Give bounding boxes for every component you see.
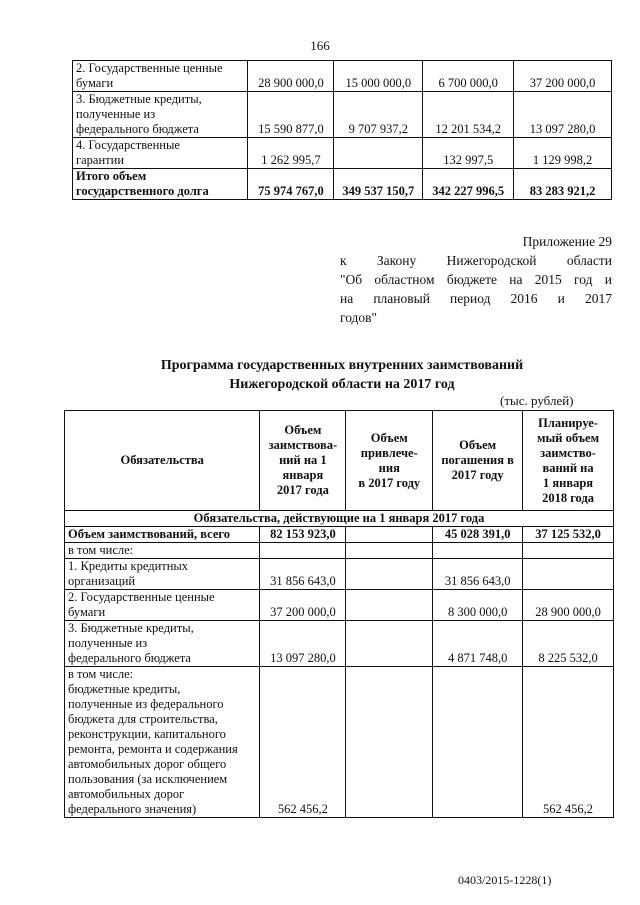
text-line: 2. Государственные ценные bbox=[68, 590, 215, 604]
text-line: ния bbox=[378, 460, 400, 475]
text-line: привлече- bbox=[360, 445, 418, 460]
table-row bbox=[73, 61, 612, 92]
appendix-law-title-line1: "Об областном бюджете на 2015 год и bbox=[340, 272, 612, 287]
row-value bbox=[433, 543, 523, 559]
row-value: 82 153 923,0 bbox=[260, 527, 346, 543]
text-line: полученные из федерального bbox=[68, 697, 224, 711]
text-line: Итого объем bbox=[76, 169, 147, 183]
unit-note: (тыс. рублей) bbox=[500, 393, 574, 408]
text-line: 4. Государственные bbox=[76, 138, 180, 152]
table-row bbox=[65, 621, 614, 667]
row-value: 1 262 995,7 bbox=[248, 138, 334, 169]
row-value bbox=[346, 621, 433, 667]
row-value: 8 300 000,0 bbox=[433, 590, 523, 621]
document-title-line2: Нижегородской области на 2017 год bbox=[229, 377, 455, 392]
row-value bbox=[334, 138, 423, 169]
borrowing-program-table bbox=[64, 410, 614, 818]
row-value: 37 200 000,0 bbox=[514, 61, 612, 92]
row-label bbox=[65, 667, 260, 818]
row-label bbox=[73, 138, 248, 169]
row-label bbox=[73, 61, 248, 92]
text-line: автомобильных дорог общего bbox=[68, 757, 227, 771]
text-line: в том числе: bbox=[68, 543, 134, 557]
row-label bbox=[65, 621, 260, 667]
text-line: Объем bbox=[284, 423, 322, 437]
header-attraction bbox=[346, 411, 433, 511]
text-line: 1 января bbox=[543, 475, 594, 490]
row-value bbox=[433, 667, 523, 818]
table-row bbox=[65, 543, 614, 559]
document-code: 0403/2015-1228(1) bbox=[458, 873, 552, 887]
header-planned-volume bbox=[523, 411, 614, 511]
row-value bbox=[346, 559, 433, 590]
row-value: 1 129 998,2 bbox=[514, 138, 612, 169]
text-line: 2018 года bbox=[542, 490, 595, 505]
text-line: Планируе- bbox=[538, 415, 598, 430]
text-line: реконструкции, капитального bbox=[68, 727, 226, 741]
text-line: гарантии bbox=[76, 153, 125, 167]
text-line: автомобильных дорог bbox=[68, 787, 185, 801]
text-line: Объем заимствований, всего bbox=[68, 527, 231, 541]
row-value: 4 871 748,0 bbox=[433, 621, 523, 667]
row-value: 75 974 767,0 bbox=[248, 169, 334, 200]
table-row bbox=[73, 138, 612, 169]
appendix-law-line: к Закону Нижегородской области bbox=[340, 253, 612, 268]
text-line: 2. Государственные ценные bbox=[76, 61, 223, 75]
row-value: 562 456,2 bbox=[523, 667, 614, 818]
text-line: федерального значения) bbox=[68, 802, 197, 816]
text-line: пользования (за исключением bbox=[68, 772, 228, 786]
text-line: заимствова- bbox=[268, 438, 338, 452]
text-line: государственного долга bbox=[76, 184, 209, 198]
row-value bbox=[523, 559, 614, 590]
table-row bbox=[73, 169, 612, 200]
row-value: 342 227 996,5 bbox=[423, 169, 514, 200]
text-line: федерального бюджета bbox=[68, 651, 191, 665]
appendix-law-title-line3: годов" bbox=[340, 310, 378, 325]
row-label bbox=[73, 169, 248, 200]
text-line: бюджетные кредиты, bbox=[68, 682, 181, 696]
row-value: 132 997,5 bbox=[423, 138, 514, 169]
text-line: полученные из bbox=[68, 636, 148, 650]
text-line: 2017 года bbox=[276, 483, 329, 497]
header-volume-start bbox=[260, 411, 346, 511]
page-number: 166 bbox=[310, 38, 330, 53]
row-value: 83 283 921,2 bbox=[514, 169, 612, 200]
text-line: бюджета для строительства, bbox=[68, 712, 218, 726]
row-value: 15 590 877,0 bbox=[248, 92, 334, 138]
row-value: 31 856 643,0 bbox=[433, 559, 523, 590]
row-value: 9 707 937,2 bbox=[334, 92, 423, 138]
table-row bbox=[65, 667, 614, 818]
text-line: ний на 1 bbox=[279, 453, 327, 467]
section-row bbox=[65, 511, 614, 527]
row-value bbox=[523, 543, 614, 559]
text-line: бумаги bbox=[68, 605, 106, 619]
row-value: 37 125 532,0 bbox=[523, 527, 614, 543]
row-value: 562 456,2 bbox=[260, 667, 346, 818]
text-line: организаций bbox=[68, 574, 136, 588]
header-row bbox=[65, 411, 614, 511]
header-repayment bbox=[433, 411, 523, 511]
row-value: 13 097 280,0 bbox=[260, 621, 346, 667]
row-value bbox=[346, 590, 433, 621]
text-line: заимство- bbox=[540, 445, 596, 460]
debt-summary-table bbox=[72, 60, 612, 200]
row-value: 28 900 000,0 bbox=[248, 61, 334, 92]
text-line: 3. Бюджетные кредиты, bbox=[76, 92, 202, 106]
text-line: мый объем bbox=[536, 430, 600, 445]
text-line: полученные из bbox=[76, 107, 156, 121]
row-label bbox=[65, 590, 260, 621]
text-line: ремонта, ремонта и содержания bbox=[68, 742, 238, 756]
row-value bbox=[346, 527, 433, 543]
row-value: 8 225 532,0 bbox=[523, 621, 614, 667]
row-value bbox=[346, 667, 433, 818]
row-value bbox=[346, 543, 433, 559]
header-obligations: Обязательства bbox=[65, 411, 260, 511]
text-line: января bbox=[282, 468, 324, 482]
text-line: погашения в bbox=[441, 453, 514, 467]
table-row bbox=[65, 590, 614, 621]
text-line: бумаги bbox=[76, 76, 114, 90]
row-label bbox=[65, 527, 260, 543]
text-line: в 2017 году bbox=[358, 475, 421, 490]
row-label bbox=[65, 543, 260, 559]
row-value: 31 856 643,0 bbox=[260, 559, 346, 590]
appendix-note bbox=[340, 232, 612, 327]
row-value: 349 537 150,7 bbox=[334, 169, 423, 200]
text-line: в том числе: bbox=[68, 667, 134, 681]
section-title: Обязательства, действующие на 1 января 2017 года bbox=[65, 511, 614, 527]
row-label bbox=[65, 559, 260, 590]
table-row bbox=[73, 92, 612, 138]
row-label bbox=[73, 92, 248, 138]
appendix-law-title-line2: на плановый период 2016 и 2017 bbox=[340, 291, 612, 306]
appendix-number: Приложение 29 bbox=[522, 234, 612, 249]
document-title bbox=[72, 356, 612, 394]
document-title-line1: Программа государственных внутренних заимствований bbox=[160, 358, 524, 373]
text-line: Объем bbox=[370, 430, 408, 445]
row-value: 28 900 000,0 bbox=[523, 590, 614, 621]
row-value: 6 700 000,0 bbox=[423, 61, 514, 92]
text-line: 2017 году bbox=[451, 468, 504, 482]
text-line: 1. Кредиты кредитных bbox=[68, 559, 189, 573]
text-line: Объем bbox=[459, 438, 497, 452]
row-value: 12 201 534,2 bbox=[423, 92, 514, 138]
text-line: 3. Бюджетные кредиты, bbox=[68, 621, 194, 635]
table-row bbox=[65, 527, 614, 543]
table-row bbox=[65, 559, 614, 590]
row-value: 15 000 000,0 bbox=[334, 61, 423, 92]
text-line: федерального бюджета bbox=[76, 122, 199, 136]
row-value bbox=[260, 543, 346, 559]
text-line: ваний на bbox=[542, 460, 594, 475]
row-value: 13 097 280,0 bbox=[514, 92, 612, 138]
row-value: 45 028 391,0 bbox=[433, 527, 523, 543]
row-value: 37 200 000,0 bbox=[260, 590, 346, 621]
